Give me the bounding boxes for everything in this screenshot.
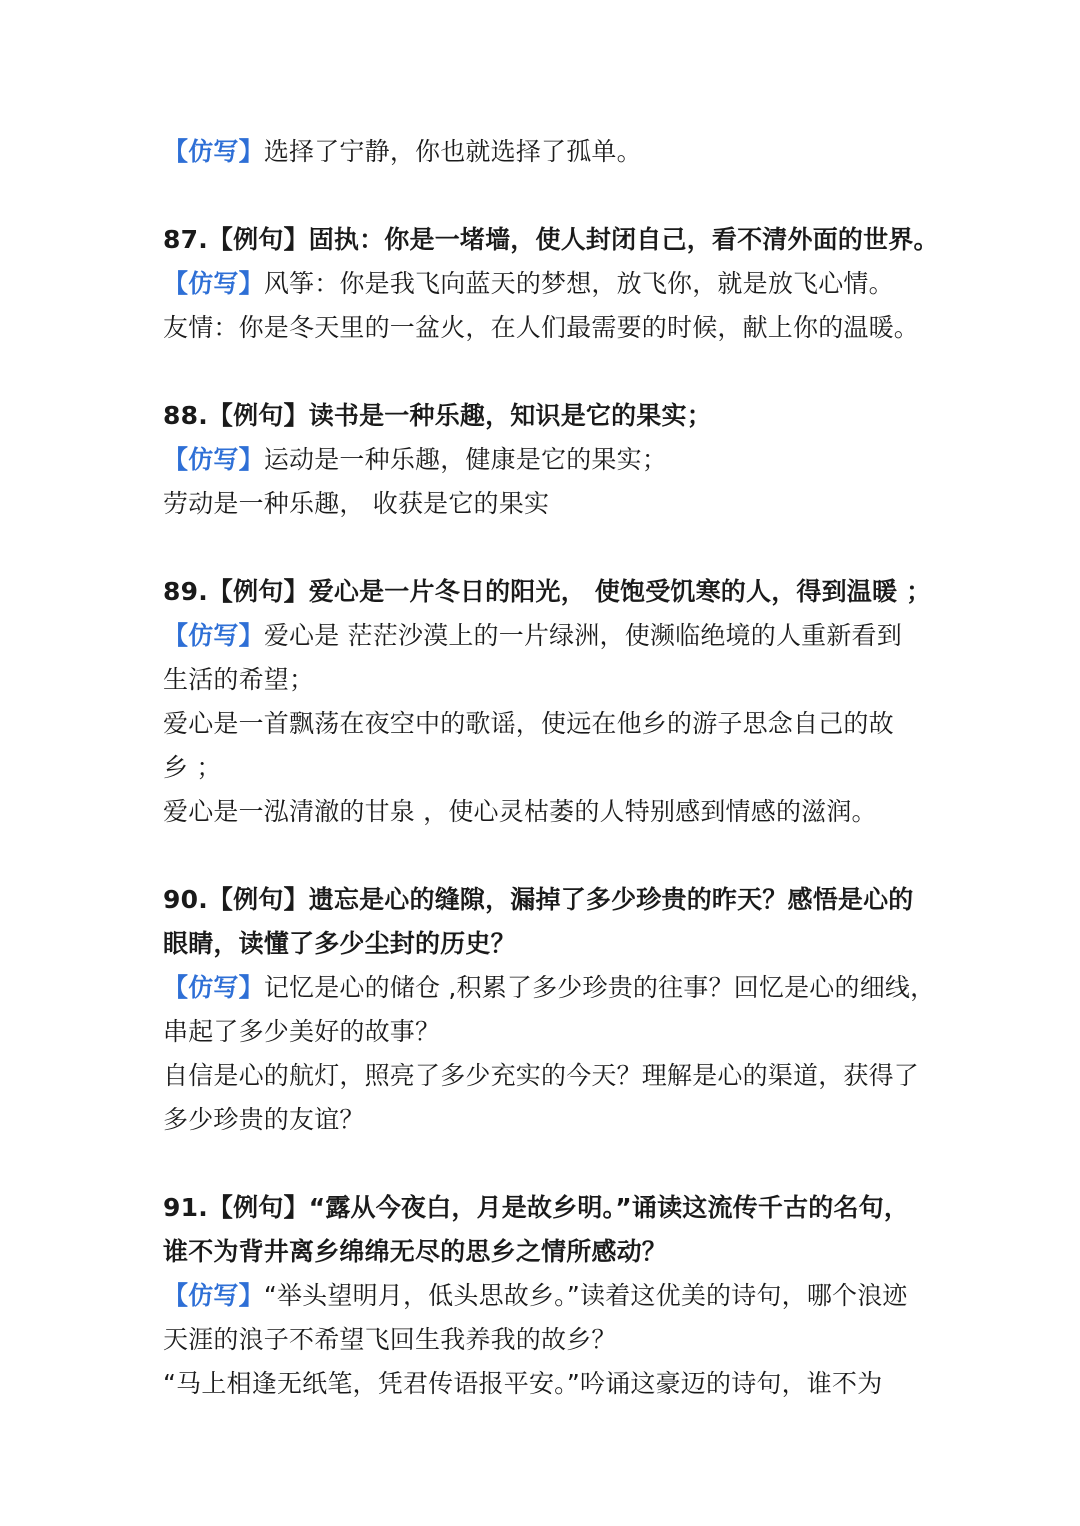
body-line: 爱心是一泓清澈的甘泉 ，使心灵枯萎的人特别感到情感的滋润。 — [163, 797, 877, 826]
imitate-text: “举头望明月，低头思故乡。”读着这优美的诗句，哪个浪迹 — [263, 1281, 908, 1310]
example-tag: 【例句】 — [207, 225, 309, 254]
example-tag: 【例句】 — [207, 401, 309, 430]
example-line — [163, 394, 933, 438]
imitate-line — [163, 130, 933, 174]
imitate-line — [163, 438, 933, 482]
imitate-tag: 【仿写】 — [163, 973, 264, 1002]
example-line — [163, 218, 939, 262]
example-text: 爱心是一片冬日的阳光， 使饱受饥寒的人，得到温暖 ； — [308, 577, 932, 606]
imitate-text: 风筝：你是我飞向蓝天的梦想，放飞你，就是放飞心情。 — [263, 269, 894, 298]
item-number: 87. — [163, 225, 208, 254]
imitate-line — [163, 262, 933, 306]
body-line: 生活的希望； — [163, 665, 315, 694]
example-line-continued: 谁不为背井离乡绵绵无尽的思乡之情所感动？ — [163, 1237, 668, 1266]
imitate-text: 记忆是心的储仓 ,积累了多少珍贵的往事？回忆是心的细线， — [263, 973, 936, 1002]
example-tag: 【例句】 — [207, 577, 309, 606]
imitate-tag: 【仿写】 — [163, 269, 264, 298]
imitate-text: 运动是一种乐趣，健康是它的果实； — [263, 445, 668, 474]
item-number: 88. — [163, 401, 208, 430]
example-line-continued: 眼睛，读懂了多少尘封的历史？ — [163, 929, 516, 958]
example-line — [163, 570, 933, 614]
example-tag: 【例句】 — [207, 1193, 309, 1222]
body-line: 自信是心的航灯，照亮了多少充实的今天？理解是心的渠道，获得了 — [163, 1061, 920, 1090]
body-line: 天涯的浪子不希望飞回生我养我的故乡？ — [163, 1325, 617, 1354]
imitate-line — [163, 614, 933, 658]
item-number: 89. — [163, 577, 208, 606]
document-page — [163, 130, 939, 1406]
example-text: 固执：你是一堵墙，使人封闭自己，看不清外面的世界。 — [308, 225, 939, 254]
imitate-text: 爱心是 茫茫沙漠上的一片绿洲，使濒临绝境的人重新看到 — [263, 621, 902, 650]
body-line: 友情：你是冬天里的一盆火，在人们最需要的时候，献上你的温暖。 — [163, 313, 920, 342]
item-number: 91. — [163, 1193, 208, 1222]
body-line: “马上相逢无纸笔，凭君传语报平安。”吟诵这豪迈的诗句，谁不为 — [163, 1369, 883, 1398]
imitate-line — [163, 1274, 933, 1318]
body-line: 乡 ； — [163, 753, 222, 782]
body-line: 爱心是一首飘荡在夜空中的歌谣，使远在他乡的游子思念自己的故 — [163, 709, 894, 738]
imitate-text: 选择了宁静，你也就选择了孤单。 — [263, 137, 642, 166]
imitate-tag: 【仿写】 — [163, 621, 264, 650]
imitate-tag: 【仿写】 — [163, 445, 264, 474]
example-tag: 【例句】 — [207, 885, 309, 914]
imitate-line — [163, 966, 936, 1010]
example-text: “露从今夜白，月是故乡明。”诵读这流传千古的名句， — [308, 1193, 910, 1222]
example-text: 遗忘是心的缝隙，漏掉了多少珍贵的昨天？感悟是心的 — [308, 885, 914, 914]
body-line: 串起了多少美好的故事？ — [163, 1017, 441, 1046]
imitate-tag: 【仿写】 — [163, 1281, 264, 1310]
example-text: 读书是一种乐趣，知识是它的果实； — [308, 401, 712, 430]
example-line — [163, 878, 933, 922]
example-line — [163, 1186, 933, 1230]
body-line: 劳动是一种乐趣， 收获是它的果实 — [163, 489, 550, 518]
body-line: 多少珍贵的友谊？ — [163, 1105, 365, 1134]
item-number: 90. — [163, 885, 208, 914]
imitate-tag: 【仿写】 — [163, 137, 264, 166]
